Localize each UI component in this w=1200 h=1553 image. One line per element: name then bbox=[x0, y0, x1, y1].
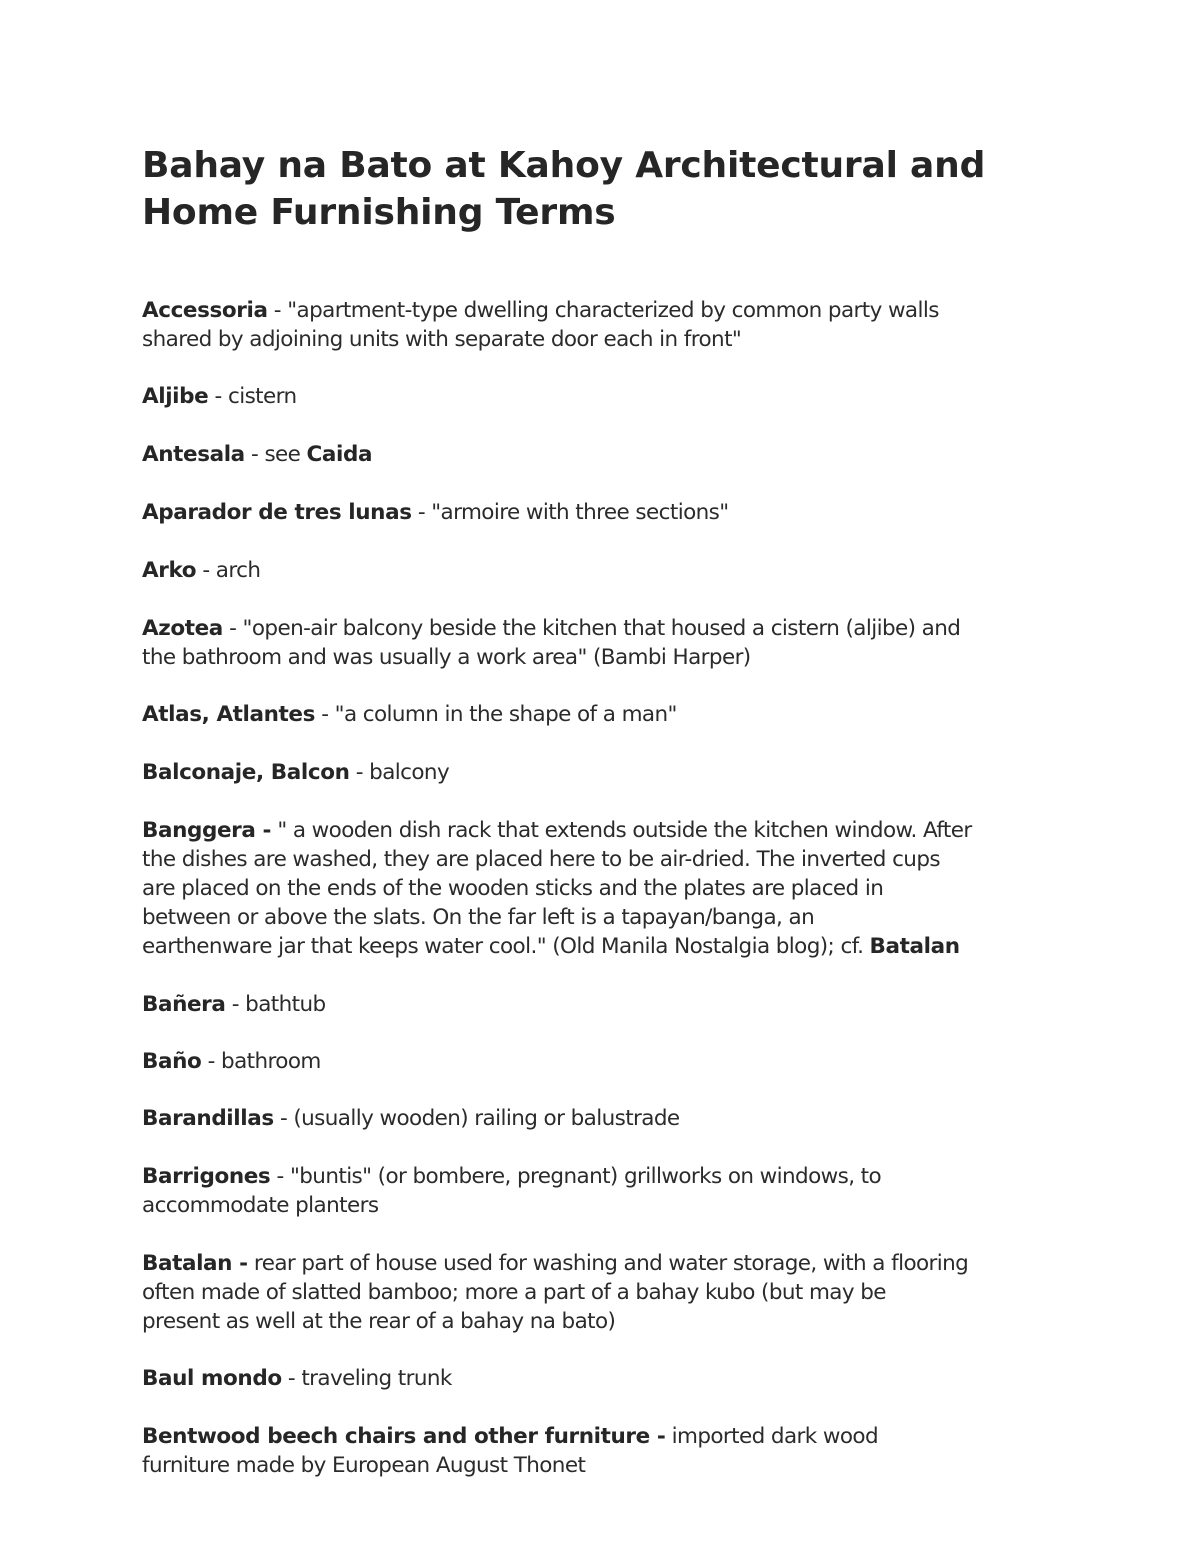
entry-term: Baño bbox=[142, 1049, 202, 1074]
entry-definition-line: present as well at the rear of a bahay na bato) bbox=[142, 1309, 616, 1334]
entry-separator: - bbox=[222, 616, 243, 641]
entry-line bbox=[142, 816, 1062, 845]
entry-definition: "open-air balcony beside the kitchen that housed a cistern (aljibe) and bbox=[242, 616, 961, 641]
entry-term: Arko bbox=[142, 558, 197, 583]
entry-separator: - bbox=[270, 1164, 290, 1189]
glossary-entry-antesala bbox=[142, 440, 1062, 469]
page-title-line-1: Bahay na Bato at Kahoy Architectural and bbox=[142, 145, 986, 186]
entry-term: Bañera bbox=[142, 992, 226, 1017]
entry-definition-line: furniture made by European August Thonet bbox=[142, 1453, 586, 1478]
glossary-entry-banggera bbox=[142, 816, 1062, 961]
entry-term: Baul mondo bbox=[142, 1366, 282, 1391]
glossary-entry-balconaje bbox=[142, 758, 1062, 787]
page-title-line-2: Home Furnishing Terms bbox=[142, 192, 616, 233]
entry-separator: - bbox=[281, 1366, 302, 1391]
entry-term: Balconaje, Balcon bbox=[142, 760, 350, 785]
entry-definition-line: are placed on the ends of the wooden sticks and the plates are placed in bbox=[142, 876, 884, 901]
glossary-entry-atlas bbox=[142, 700, 1062, 729]
entry-definition: imported dark wood bbox=[671, 1424, 878, 1449]
entry-line bbox=[142, 382, 1062, 411]
glossary-entry-barrigones bbox=[142, 1162, 1062, 1220]
entry-separator: - bbox=[315, 702, 335, 727]
entry-separator: - bbox=[201, 1049, 222, 1074]
entry-term: Banggera - bbox=[142, 818, 272, 843]
entry-term: Accessoria bbox=[142, 298, 268, 323]
entry-line bbox=[142, 1249, 1062, 1278]
entry-separator: - bbox=[273, 1106, 294, 1131]
glossary-entry-aparador bbox=[142, 498, 1062, 527]
entry-line bbox=[142, 440, 1062, 469]
entry-line bbox=[142, 932, 1062, 961]
entry-term: Aljibe bbox=[142, 384, 209, 409]
glossary-entry-banera bbox=[142, 990, 1062, 1019]
entry-term: Antesala bbox=[142, 442, 245, 467]
entry-definition: (usually wooden) railing or balustrade bbox=[293, 1106, 680, 1131]
glossary-entry-barandillas bbox=[142, 1104, 1062, 1133]
glossary-entry-arko bbox=[142, 556, 1062, 585]
entry-line bbox=[142, 1162, 1062, 1191]
entry-line bbox=[142, 296, 1062, 325]
glossary-entry-aljibe bbox=[142, 382, 1062, 411]
entry-line bbox=[142, 614, 1062, 643]
entry-line bbox=[142, 498, 1062, 527]
glossary-entry-azotea bbox=[142, 614, 1062, 672]
entry-line bbox=[142, 700, 1062, 729]
glossary-entry-accessoria bbox=[142, 296, 1062, 354]
entry-term: Azotea bbox=[142, 616, 223, 641]
document-page bbox=[142, 142, 1062, 236]
entry-cross-reference: Caida bbox=[306, 442, 373, 467]
entry-separator: - bbox=[244, 442, 265, 467]
entry-definition-line: the dishes are washed, they are placed here to be air-dried. The inverted cups bbox=[142, 847, 940, 872]
entry-cross-reference: Batalan bbox=[869, 934, 960, 959]
entry-definition: "a column in the shape of a man" bbox=[334, 702, 677, 727]
entry-definition: arch bbox=[215, 558, 261, 583]
entry-separator: - bbox=[411, 500, 432, 525]
entry-separator: - bbox=[267, 298, 288, 323]
entry-definition: "armoire with three sections" bbox=[431, 500, 729, 525]
entry-term: Bentwood beech chairs and other furniture - bbox=[142, 1424, 666, 1449]
glossary-entry-baul-mondo bbox=[142, 1364, 1062, 1393]
entry-definition: cistern bbox=[227, 384, 297, 409]
entry-definition: " a wooden dish rack that extends outside the kitchen window. After bbox=[277, 818, 972, 843]
entry-term: Aparador de tres lunas bbox=[142, 500, 412, 525]
entry-separator: - bbox=[349, 760, 370, 785]
entry-line bbox=[142, 1364, 1062, 1393]
entry-line bbox=[142, 556, 1062, 585]
entry-line bbox=[142, 758, 1062, 787]
glossary-entry-bano bbox=[142, 1047, 1062, 1076]
entry-definition: see bbox=[264, 442, 307, 467]
entry-definition-line: often made of slatted bamboo; more a part of a bahay kubo (but may be bbox=[142, 1280, 886, 1305]
entry-definition: "buntis" (or bombere, pregnant) grillworks on windows, to bbox=[289, 1164, 882, 1189]
entry-definition: traveling trunk bbox=[301, 1366, 452, 1391]
entry-term: Atlas, Atlantes bbox=[142, 702, 316, 727]
entry-definition: "apartment-type dwelling characterized by common party walls bbox=[287, 298, 939, 323]
entry-definition-line: the bathroom and was usually a work area" (Bambi Harper) bbox=[142, 645, 751, 670]
entry-definition-line: shared by adjoining units with separate door each in front" bbox=[142, 327, 742, 352]
glossary-entry-batalan bbox=[142, 1249, 1062, 1336]
entry-definition: balcony bbox=[369, 760, 450, 785]
entry-line bbox=[142, 1047, 1062, 1076]
entry-term: Barrigones bbox=[142, 1164, 271, 1189]
entry-term: Batalan - bbox=[142, 1251, 248, 1276]
entry-term: Barandillas bbox=[142, 1106, 274, 1131]
entry-line bbox=[142, 1104, 1062, 1133]
entry-definition: rear part of house used for washing and water storage, with a flooring bbox=[253, 1251, 969, 1276]
entry-line bbox=[142, 990, 1062, 1019]
entry-separator: - bbox=[208, 384, 228, 409]
page-title bbox=[142, 142, 1062, 236]
entry-definition: bathroom bbox=[221, 1049, 321, 1074]
entry-separator: - bbox=[225, 992, 246, 1017]
entry-definition-line: accommodate planters bbox=[142, 1193, 379, 1218]
entry-definition: bathtub bbox=[245, 992, 326, 1017]
entry-definition-line: earthenware jar that keeps water cool." (Old Manila Nostalgia blog); cf. bbox=[142, 934, 870, 959]
glossary-entry-bentwood bbox=[142, 1422, 1062, 1480]
entry-definition-line: between or above the slats. On the far left is a tapayan/banga, an bbox=[142, 905, 815, 930]
entry-line bbox=[142, 1422, 1062, 1451]
entry-separator: - bbox=[196, 558, 216, 583]
